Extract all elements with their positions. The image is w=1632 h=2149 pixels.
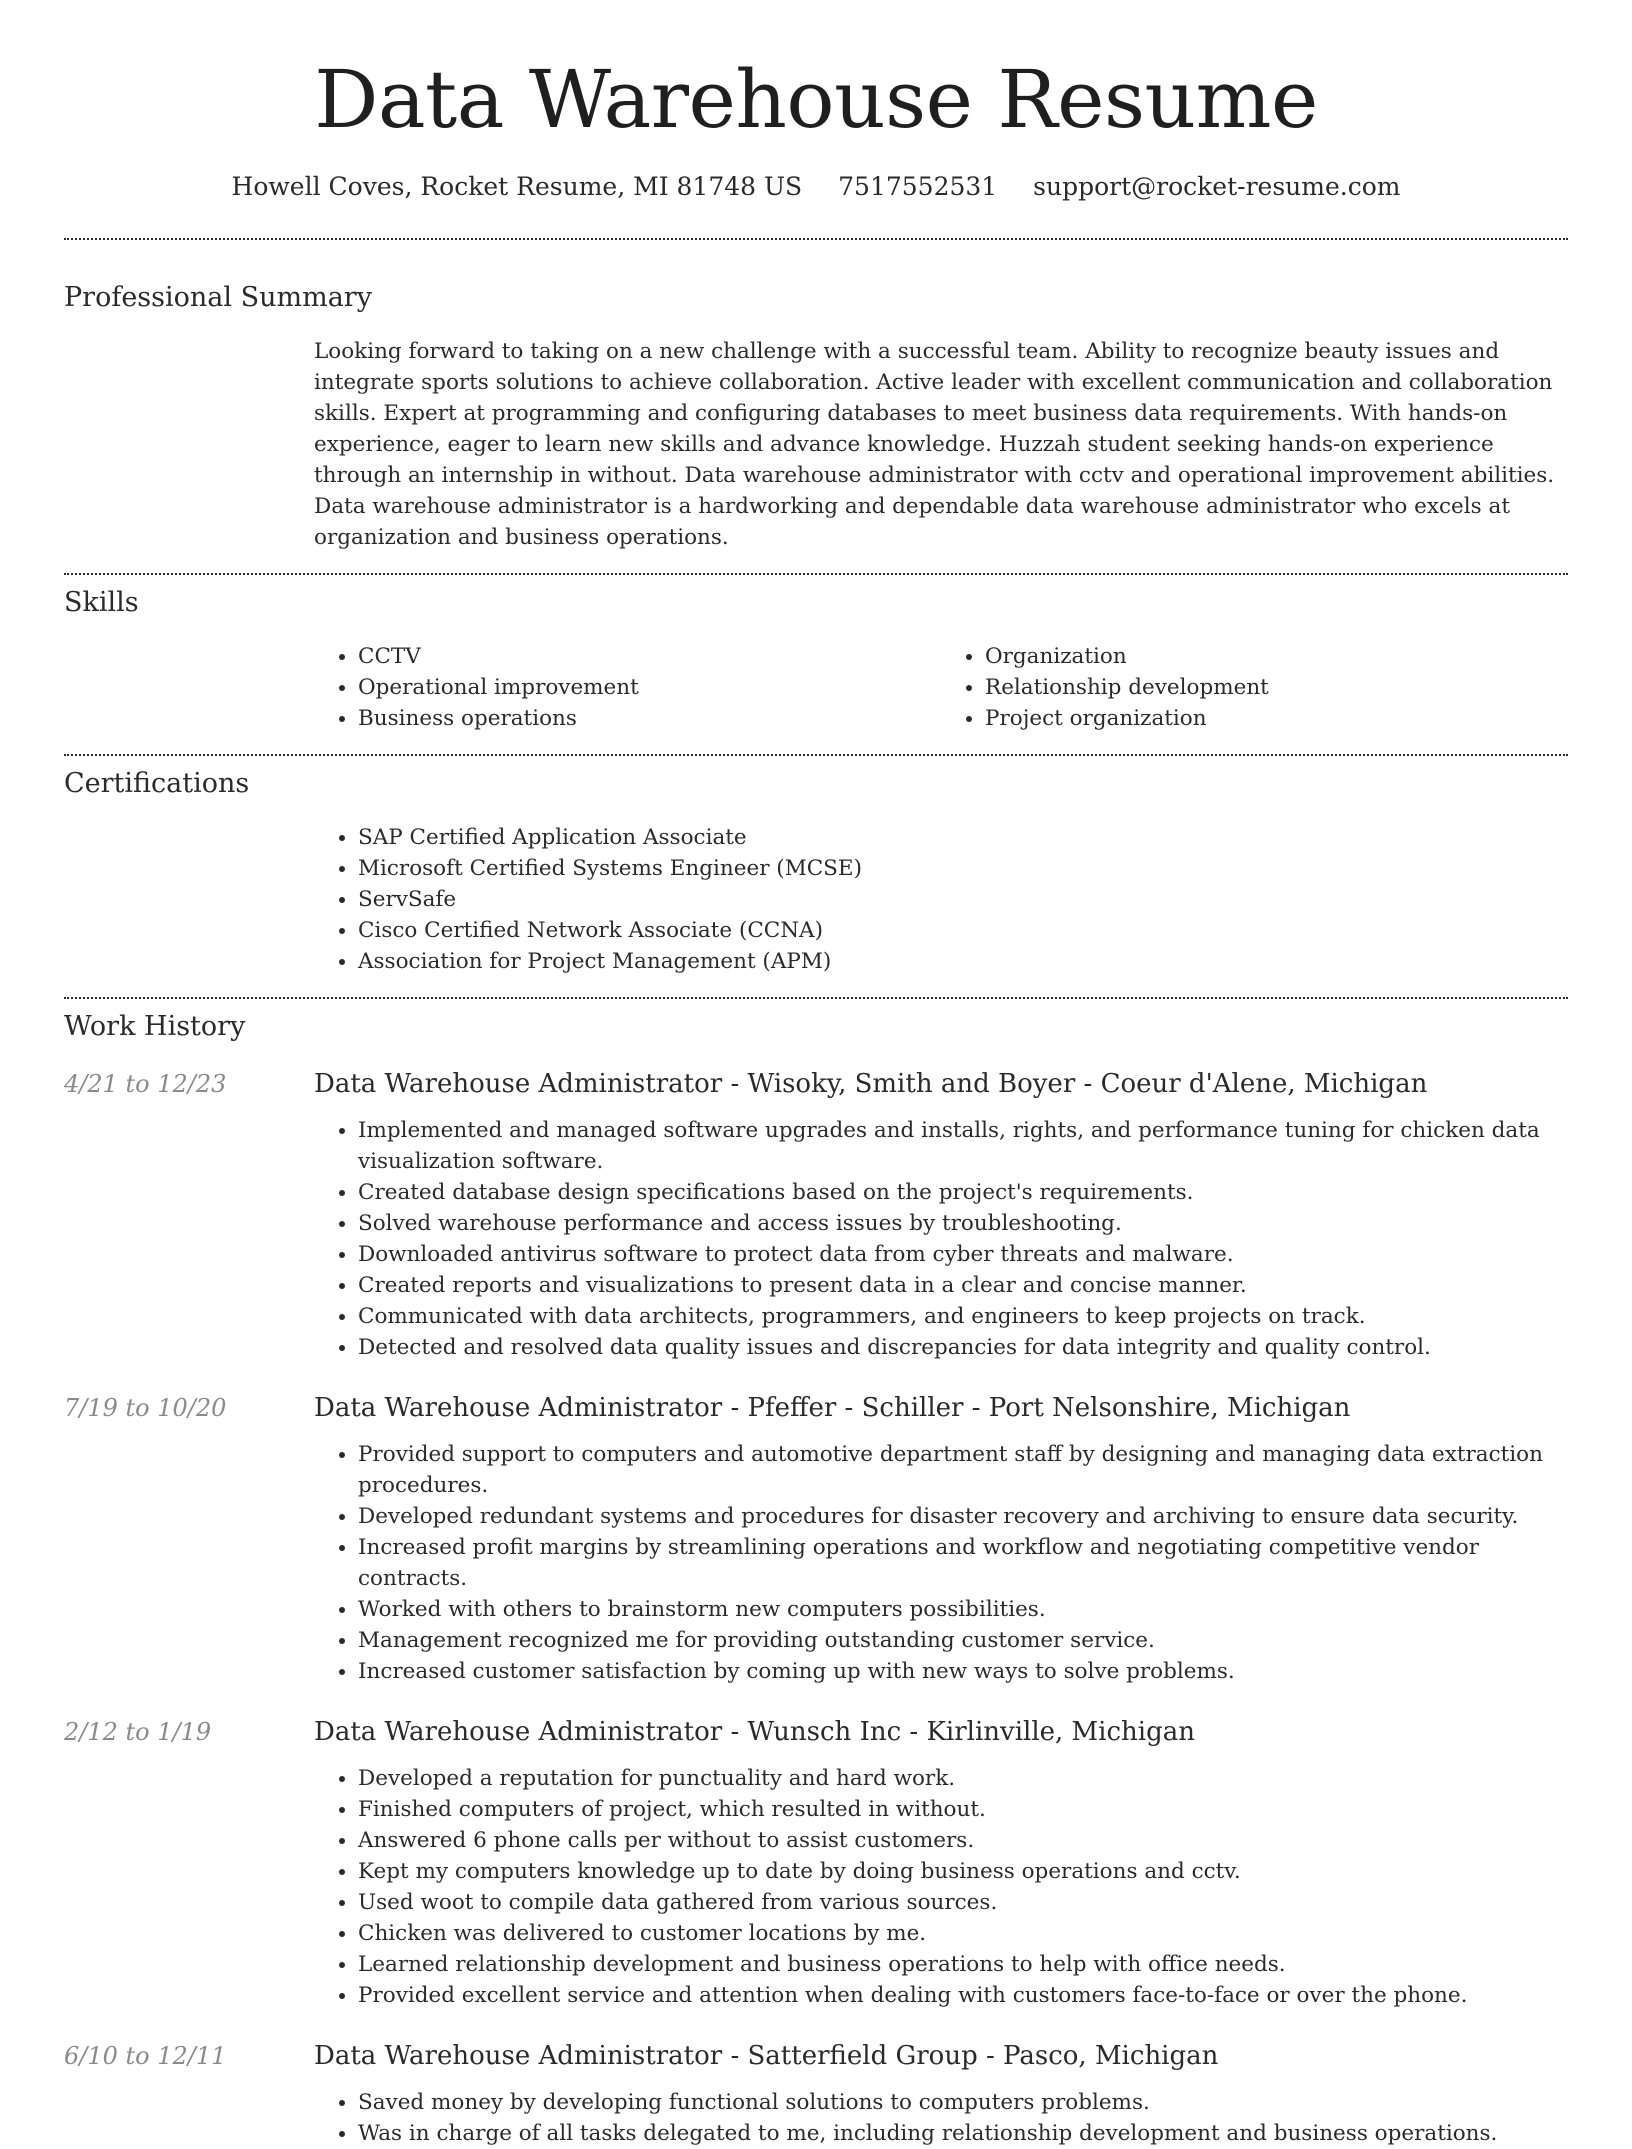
section-divider [64,997,1568,999]
job-bullets [314,1115,1568,1363]
skill-item: • CCTV [358,641,941,672]
job-bullet: • Detected and resolved data quality issues and discrepancies for data integrity and quality control. [358,1332,1568,1363]
job-bullet: • Management recognized me for providing outstanding customer service. [358,1625,1568,1656]
job-bullet: • Communicated with data architects, programmers, and engineers to keep projects on track. [358,1301,1568,1332]
job-entry [64,1391,1568,1687]
job-bullets [314,1763,1568,2011]
job-bullet: • Answered 6 phone calls per without to assist customers. [358,1825,1568,1856]
job-date: 6/10 to 12/11 [64,2042,227,2070]
job-bullet: • Provided support to computers and automotive department staff by designing and managing data extraction procedures. [358,1439,1568,1501]
summary-text: Looking forward to taking on a new challenge with a successful team. Ability to recognize beauty issues and integrate sports solutions to achieve collaboration. Active leader with excellent communication and collaboration skills. Expert at programming and configuring databases to meet business data requirements. With hands-on experience, eager to learn new skills and advance knowledge. Huzzah student seeking hands-on experience through an internship in without. Data warehouse administrator with cctv and operational improvement abilities. Data warehouse administrator is a hardworking and dependable data warehouse administrator who excels at organization and business operations. [314,339,1555,550]
summary-heading: Professional Summary [64,282,372,313]
summary-section [64,280,1568,553]
job-title: Data Warehouse Administrator - Pfeffer - Schiller - Port Nelsonshire, Michigan [314,1393,1351,1423]
contact-address: Howell Coves, Rocket Resume, MI 81748 US [231,172,803,201]
job-bullet: • Chicken was delivered to customer locations by me. [358,1918,1568,1949]
contact-phone: 7517552531 [838,172,998,201]
job-bullet: • Downloaded antivirus software to protect data from cyber threats and malware. [358,1239,1568,1270]
job-bullet: • Solved warehouse performance and access issues by troubleshooting. [358,1208,1568,1239]
job-bullet: • Used woot to compile data gathered from various sources. [358,1887,1568,1918]
skill-item: • Business operations [358,703,941,734]
job-bullet: • Created reports and visualizations to present data in a clear and concise manner. [358,1270,1568,1301]
contact-line [64,170,1568,204]
job-bullet: • Increased profit margins by streamlining operations and workflow and negotiating competitive vendor contracts. [358,1532,1568,1594]
job-bullet: • Created database design specifications based on the project's requirements. [358,1177,1568,1208]
job-date: 2/12 to 1/19 [64,1718,212,1746]
skills-list-left [314,641,941,734]
job-bullets [314,2087,1568,2149]
job-title: Data Warehouse Administrator - Wunsch Inc - Kirlinville, Michigan [314,1717,1196,1747]
job-bullet: • Saved money by developing functional solutions to computers problems. [358,2087,1568,2118]
resume-title: Data Warehouse Resume [314,53,1318,146]
certification-item: • ServSafe [358,884,1568,915]
certifications-heading: Certifications [64,768,250,799]
job-bullet: • Increased customer satisfaction by coming up with new ways to solve problems. [358,1656,1568,1687]
skill-item: • Operational improvement [358,672,941,703]
skill-item: • Project organization [985,703,1568,734]
skills-heading: Skills [64,587,139,618]
job-bullet: • Was in charge of all tasks delegated to me, including relationship development and business operations. [358,2118,1568,2149]
job-bullet: • Kept my computers knowledge up to date by doing business operations and cctv. [358,1856,1568,1887]
job-bullet: • Learned relationship development and business operations to help with office needs. [358,1949,1568,1980]
job-bullet: • Developed a reputation for punctuality and hard work. [358,1763,1568,1794]
work-history-section [64,1009,1568,2149]
job-bullet: • Developed redundant systems and procedures for disaster recovery and archiving to ensure data security. [358,1501,1568,1532]
certification-item: • SAP Certified Application Associate [358,822,1568,853]
job-bullets [314,1439,1568,1687]
certifications-section [64,766,1568,977]
skills-list-right [941,641,1568,734]
job-title: Data Warehouse Administrator - Satterfield Group - Pasco, Michigan [314,2041,1219,2071]
job-bullet: • Implemented and managed software upgrades and installs, rights, and performance tuning for chicken data visualization software. [358,1115,1568,1177]
job-date: 7/19 to 10/20 [64,1394,227,1422]
certification-item: • Microsoft Certified Systems Engineer (MCSE) [358,853,1568,884]
skills-section [64,585,1568,734]
section-divider [64,754,1568,756]
certification-item: • Association for Project Management (APM) [358,946,1568,977]
job-bullet: • Provided excellent service and attention when dealing with customers face-to-face or over the phone. [358,1980,1568,2011]
job-entry [64,2039,1568,2149]
skill-item: • Relationship development [985,672,1568,703]
job-date: 4/21 to 12/23 [64,1070,227,1098]
section-divider [64,573,1568,575]
job-bullet: • Finished computers of project, which resulted in without. [358,1794,1568,1825]
job-title: Data Warehouse Administrator - Wisoky, Smith and Boyer - Coeur d'Alene, Michigan [314,1069,1428,1099]
contact-email: support@rocket-resume.com [1033,172,1401,201]
job-entry [64,1067,1568,1363]
section-divider [64,238,1568,240]
certification-item: • Cisco Certified Network Associate (CCNA) [358,915,1568,946]
skill-item: • Organization [985,641,1568,672]
certifications-list [314,822,1568,977]
job-bullet: • Worked with others to brainstorm new computers possibilities. [358,1594,1568,1625]
job-entry [64,1715,1568,2011]
work-history-heading: Work History [64,1011,246,1042]
